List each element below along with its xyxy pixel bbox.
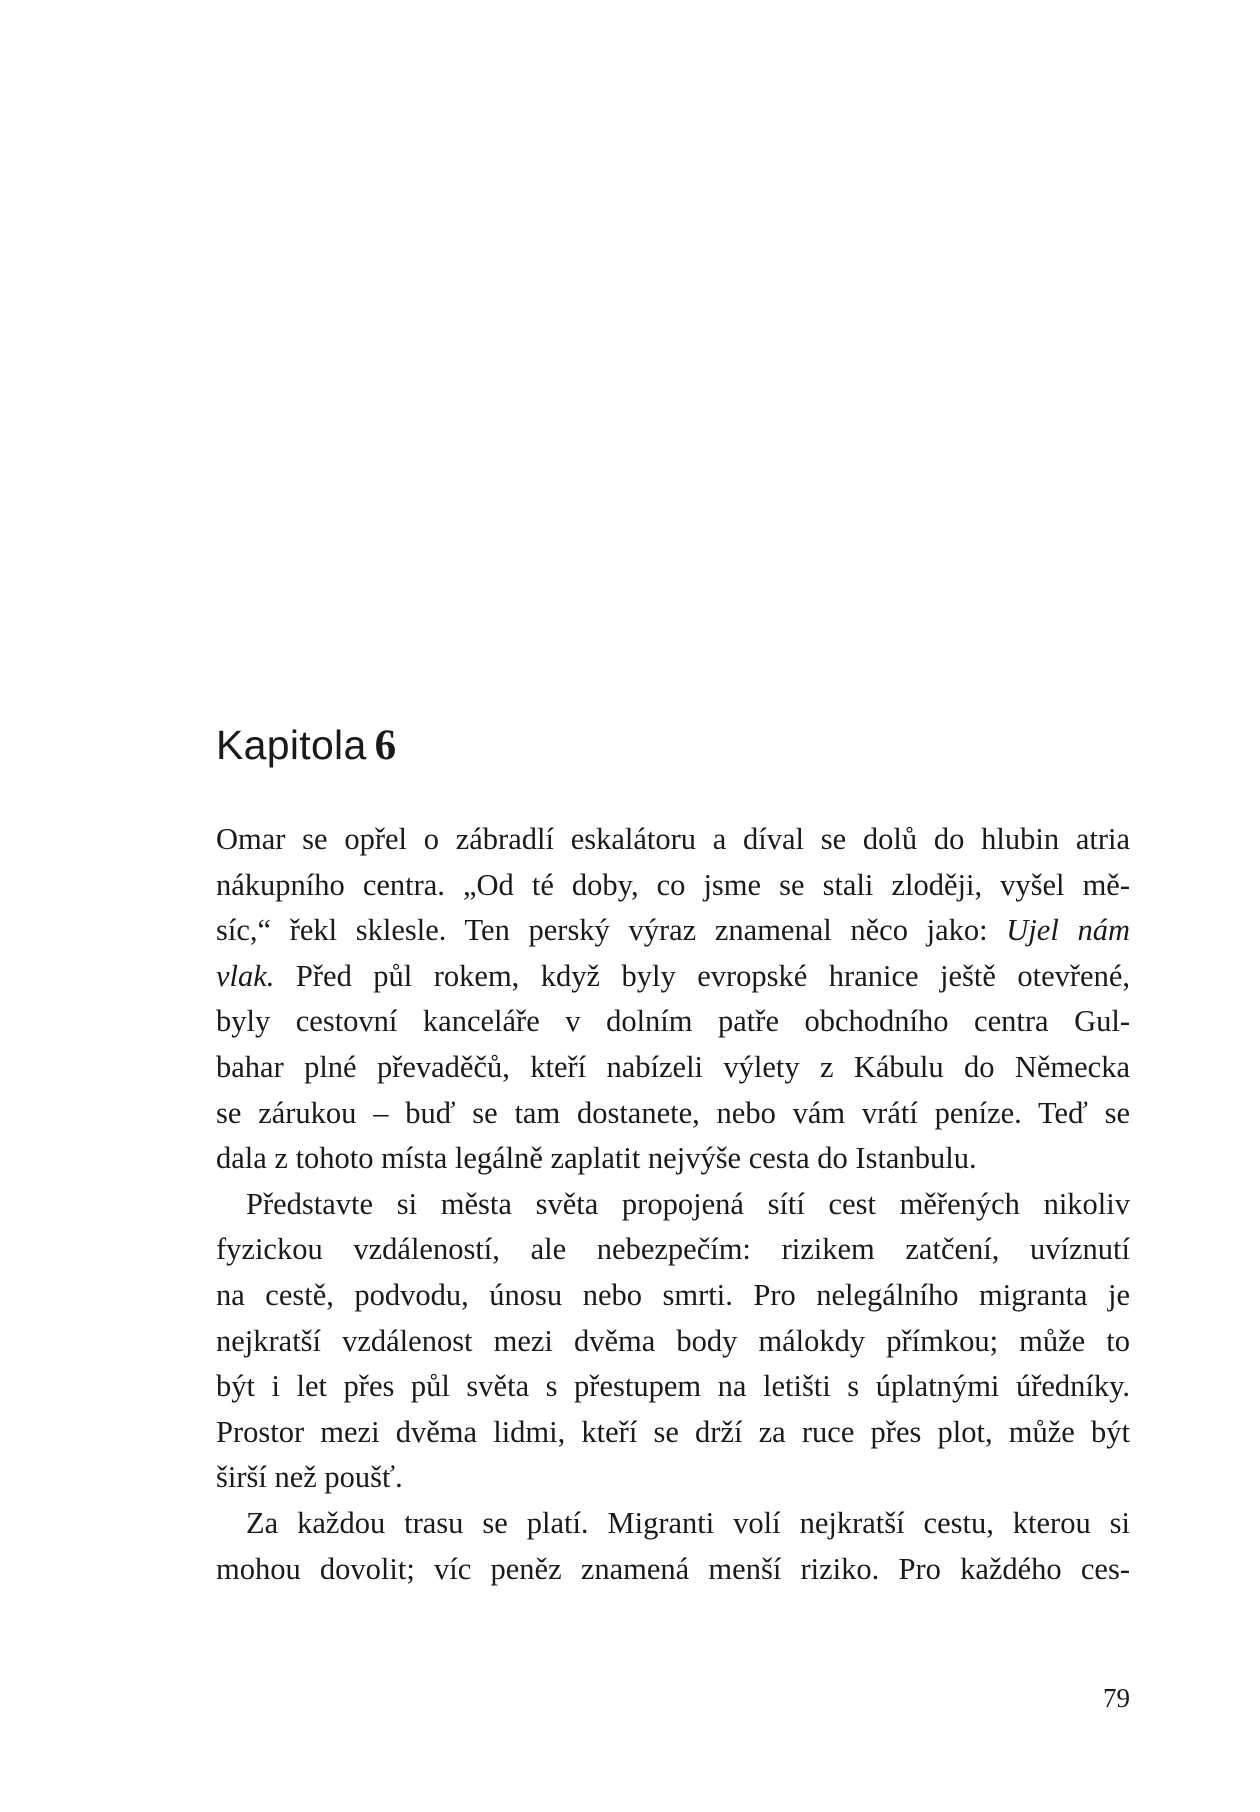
text-line-segment: Před půl rokem, když byly evropské hranice ještě otevřené, xyxy=(295,958,1131,993)
text-line: Omar se opřel o zábradlí eskalátoru a díval se dolů do hlubin atria xyxy=(216,822,1130,856)
text-line: na cestě, podvodu, únosu nebo smrti. Pro nelegálního migranta je xyxy=(216,1277,1130,1312)
italic-phrase: Ujel nám xyxy=(1006,913,1130,948)
text-line: nákupního centra. „Od té doby, co jsme se stali zloději, vyšel mě- xyxy=(216,867,1130,902)
text-line: fyzickou vzdáleností, ale nebezpečím: rizikem zatčení, uvíznutí xyxy=(216,1232,1130,1267)
text-line: bahar plné převaděčů, kteří nabízeli výlety z Kábulu do Německa xyxy=(216,1049,1130,1084)
paragraph-3 xyxy=(216,1501,1130,1592)
text-line: Představte si města světa propojená sítí cest měřených nikoliv xyxy=(246,1186,1130,1221)
paragraph-1 xyxy=(216,817,1130,1182)
text-line: nejkratší vzdálenost mezi dvěma body málokdy přímkou; může to xyxy=(216,1323,1130,1358)
text-line: Za každou trasu se platí. Migranti volí nejkratší cestu, kterou si xyxy=(246,1505,1130,1540)
chapter-heading xyxy=(216,718,396,773)
body-text xyxy=(216,817,1130,1592)
paragraph-2 xyxy=(216,1182,1130,1501)
chapter-number: 6 xyxy=(374,722,397,769)
text-line: byly cestovní kanceláře v dolním patře obchodního centra Gul- xyxy=(216,1004,1130,1039)
text-line: Prostor mezi dvěma lidmi, kteří se drží za ruce přes plot, může být xyxy=(216,1414,1130,1449)
text-line-segment: síc,“ řekl sklesle. Ten perský výraz znamenal něco jako: xyxy=(216,913,1007,948)
text-line: mohou dovolit; víc peněz znamená menší riziko. Pro každého ces- xyxy=(216,1551,1130,1586)
text-line: se zárukou – buď se tam dostanete, nebo vám vrátí peníze. Teď se xyxy=(216,1095,1130,1130)
italic-phrase: vlak. xyxy=(216,958,275,993)
text-line: dala z tohoto místa legálně zaplatit nejvýše cesta do Istanbulu. xyxy=(216,1141,977,1176)
text-line xyxy=(216,954,1130,1000)
text-line: širší než poušť. xyxy=(216,1460,403,1495)
page-number: 79 xyxy=(1103,1683,1130,1713)
chapter-label: Kapitola xyxy=(216,722,367,768)
text-line xyxy=(216,908,1130,954)
text-line: být i let přes půl světa s přestupem na letišti s úplatnými úředníky. xyxy=(216,1369,1130,1404)
